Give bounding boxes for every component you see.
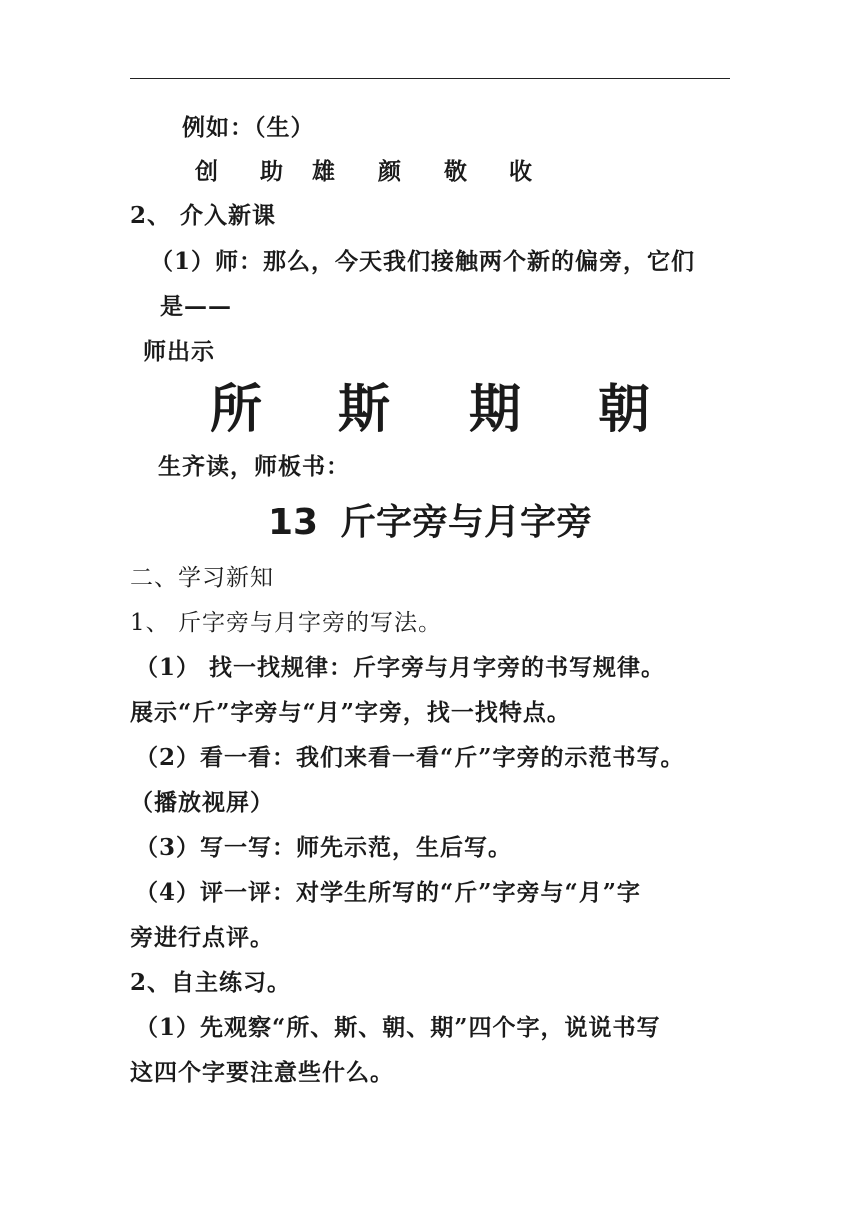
teacher-show: 师出示 [143, 338, 215, 365]
big-char: 期 [469, 379, 523, 440]
step1-line-b: 是—— [160, 293, 232, 320]
read-together: 生齐读，师板书： [158, 453, 350, 480]
observe-line-b: 这四个字要注意些什么。 [130, 1059, 394, 1086]
item2-title: 2、自主练习。 [130, 969, 292, 996]
big-chars-row [0, 380, 860, 440]
evaluate-line-b: 旁进行点评。 [130, 924, 274, 951]
header-rule [130, 78, 730, 79]
play-video: （播放视屏） [130, 789, 274, 816]
example-char: 创 [195, 158, 219, 185]
big-char: 朝 [598, 379, 652, 440]
section-two-title: 二、学习新知 [130, 565, 274, 591]
example-char: 助 [260, 158, 284, 185]
lesson-heading [0, 500, 860, 545]
look-line: （2）看一看：我们来看一看“斤”字旁的示范书写。 [135, 744, 685, 771]
write-line: （3）写一写：师先示范，生后写。 [135, 834, 513, 861]
observe-line-a: （1）先观察“所、斯、朝、期”四个字，说说书写 [135, 1014, 661, 1041]
big-char: 所 [210, 379, 264, 440]
example-char: 收 [509, 158, 533, 185]
find-rule: （1） 找一找规律：斤字旁与月字旁的书写规律。 [135, 654, 666, 681]
example-label: 例如：（生） [182, 114, 315, 141]
example-char: 敬 [444, 158, 468, 185]
lesson-number: 13 [267, 502, 319, 543]
example-char: 颜 [378, 158, 402, 185]
big-char: 斯 [338, 379, 392, 440]
evaluate-line-a: （4）评一评：对学生所写的“斤”字旁与“月”字 [135, 879, 641, 906]
step1-line-a: （1）师：那么，今天我们接触两个新的偏旁，它们 [150, 248, 696, 275]
example-char: 雄 [312, 158, 336, 185]
lesson-title: 斤字旁与月字旁 [340, 501, 593, 543]
item1-title: 1、 斤字旁与月字旁的写法。 [130, 610, 442, 636]
show-line: 展示“斤”字旁与“月”字旁，找一找特点。 [130, 699, 571, 726]
intro-title: 2、 介入新课 [130, 202, 277, 229]
